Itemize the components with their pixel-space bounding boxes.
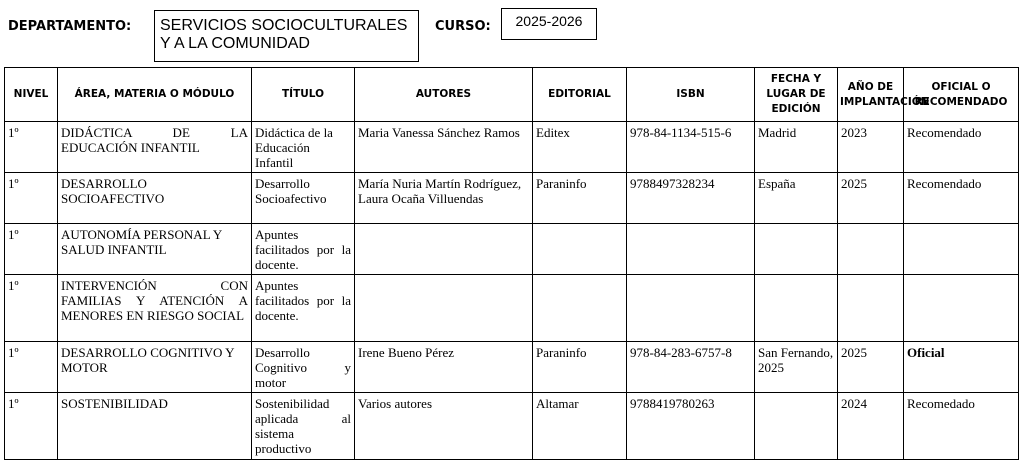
table-row [5, 275, 1019, 342]
cell-anio: 2023 [838, 122, 904, 173]
table-row [5, 342, 1019, 393]
cell-oficial [904, 224, 1019, 275]
cell-titulo: Apuntes facilitados por la docente. [252, 224, 355, 275]
cell-isbn: 9788497328234 [627, 173, 755, 224]
cell-oficial: Recomendado [904, 173, 1019, 224]
cell-editorial [533, 224, 627, 275]
cell-fecha: España [755, 173, 838, 224]
column-header-nivel: NIVEL [5, 68, 58, 122]
cell-isbn: 978-84-283-6757-8 [627, 342, 755, 393]
cell-nivel: 1º [5, 275, 58, 342]
cell-area: AUTONOMÍA PERSONAL Y SALUD INFANTIL [58, 224, 252, 275]
cell-autores: Irene Bueno Pérez [355, 342, 533, 393]
column-header-autores: AUTORES [355, 68, 533, 122]
table-row [5, 393, 1019, 460]
cell-autores: Maria Vanessa Sánchez Ramos [355, 122, 533, 173]
cell-area: SOSTENIBILIDAD [58, 393, 252, 460]
cell-isbn [627, 275, 755, 342]
cell-autores: Varios autores [355, 393, 533, 460]
column-header-anio: AÑO DE IMPLANTACIÓN [838, 68, 904, 122]
cell-nivel: 1º [5, 122, 58, 173]
cell-area: INTERVENCIÓN CON FAMILIAS Y ATENCIÓN A MENORES EN RIESGO SOCIAL [58, 275, 252, 342]
cell-nivel: 1º [5, 173, 58, 224]
cell-nivel: 1º [5, 224, 58, 275]
cell-editorial: Editex [533, 122, 627, 173]
cell-autores: María Nuria Martín Rodríguez, Laura Ocaña Villuendas [355, 173, 533, 224]
cell-anio [838, 275, 904, 342]
cell-fecha [755, 393, 838, 460]
table-header-row [5, 68, 1019, 122]
cell-anio [838, 224, 904, 275]
cell-nivel: 1º [5, 393, 58, 460]
cell-autores [355, 224, 533, 275]
cell-oficial: Recomendado [904, 122, 1019, 173]
cell-editorial: Altamar [533, 393, 627, 460]
column-header-titulo: TÍTULO [252, 68, 355, 122]
cell-area: DESARROLLO SOCIOAFECTIVO [58, 173, 252, 224]
cell-isbn [627, 224, 755, 275]
cell-titulo: Apuntes facilitados por la docente. [252, 275, 355, 342]
cell-oficial: Oficial [904, 342, 1019, 393]
cell-anio: 2025 [838, 342, 904, 393]
column-header-isbn: ISBN [627, 68, 755, 122]
cell-editorial [533, 275, 627, 342]
cell-autores [355, 275, 533, 342]
cell-editorial: Paraninfo [533, 342, 627, 393]
cell-fecha: San Fernando, 2025 [755, 342, 838, 393]
departamento-value: SERVICIOS SOCIOCULTURALES Y A LA COMUNIDAD [154, 10, 419, 62]
curso-label: CURSO: [435, 19, 491, 34]
column-header-oficial: OFICIAL O RECOMENDADO [904, 68, 1019, 122]
cell-anio: 2024 [838, 393, 904, 460]
cell-isbn: 978-84-1134-515-6 [627, 122, 755, 173]
column-header-area: ÁREA, MATERIA O MÓDULO [58, 68, 252, 122]
cell-editorial: Paraninfo [533, 173, 627, 224]
cell-fecha [755, 224, 838, 275]
cell-titulo: Desarrollo Cognitivo y motor [252, 342, 355, 393]
cell-nivel: 1º [5, 342, 58, 393]
cell-area: DESARROLLO COGNITIVO Y MOTOR [58, 342, 252, 393]
column-header-fecha: FECHA Y LUGAR DE EDICIÓN [755, 68, 838, 122]
cell-titulo: Desarrollo Socioafectivo [252, 173, 355, 224]
cell-oficial [904, 275, 1019, 342]
table-row [5, 173, 1019, 224]
table-row [5, 122, 1019, 173]
column-header-editorial: EDITORIAL [533, 68, 627, 122]
textbook-table [4, 67, 1019, 460]
cell-fecha [755, 275, 838, 342]
cell-anio: 2025 [838, 173, 904, 224]
cell-oficial: Recomedado [904, 393, 1019, 460]
departamento-label: DEPARTAMENTO: [8, 19, 132, 34]
cell-titulo: Didáctica de la Educación Infantil [252, 122, 355, 173]
table-row [5, 224, 1019, 275]
cell-fecha: Madrid [755, 122, 838, 173]
cell-area: DIDÁCTICA DE LA EDUCACIÓN INFANTIL [58, 122, 252, 173]
cell-titulo: Sostenibilidad aplicada al sistema productivo [252, 393, 355, 460]
cell-isbn: 9788419780263 [627, 393, 755, 460]
curso-value: 2025-2026 [501, 8, 597, 40]
